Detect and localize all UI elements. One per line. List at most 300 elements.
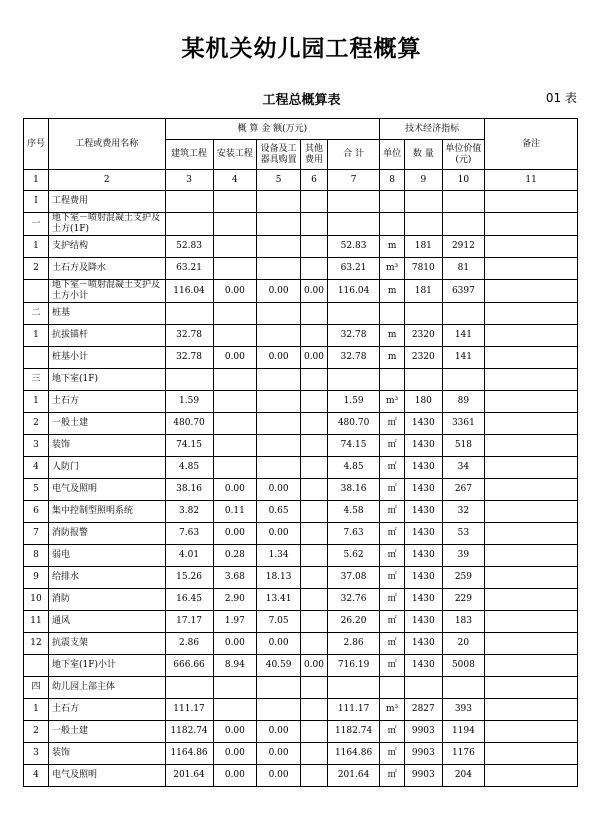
cell-unit-price: 183 [442, 611, 485, 633]
cell-install [213, 457, 257, 479]
cell-unit-price: 3361 [442, 413, 485, 435]
table-row [24, 347, 578, 369]
cell-qty: 1430 [405, 457, 442, 479]
cell-other: 0.00 [300, 655, 327, 677]
cell-seq: 2 [24, 258, 49, 280]
cell-qty: 2320 [405, 325, 442, 347]
cell-name: 一般土建 [48, 721, 165, 743]
cell-install: 0.00 [213, 523, 257, 545]
cell-qty: 1430 [405, 611, 442, 633]
cell-unit-price: 34 [442, 457, 485, 479]
table-body [24, 191, 578, 787]
index-cell: 11 [485, 170, 578, 191]
cell-seq: Ⅰ [24, 191, 49, 213]
cell-install [213, 699, 257, 721]
cell-unit [380, 369, 405, 391]
cell-remark [485, 435, 578, 457]
cell-qty: 1430 [405, 545, 442, 567]
cell-remark [485, 191, 578, 213]
cell-qty: 1430 [405, 567, 442, 589]
table-row [24, 765, 578, 787]
cell-total: 63.21 [328, 258, 380, 280]
cell-building: 32.78 [165, 325, 213, 347]
index-cell: 1 [24, 170, 49, 191]
header-seq: 序号 [24, 119, 49, 170]
cell-unit-price: 267 [442, 479, 485, 501]
cell-unit [380, 213, 405, 236]
cell-qty: 1430 [405, 413, 442, 435]
cell-unit-price [442, 213, 485, 236]
cell-remark [485, 633, 578, 655]
cell-remark [485, 457, 578, 479]
cell-equipment [257, 236, 301, 258]
table-row [24, 413, 578, 435]
cell-seq: 四 [24, 677, 49, 699]
header-unit: 单位 [380, 140, 405, 170]
index-cell: 7 [328, 170, 380, 191]
cell-other [300, 435, 327, 457]
header-tech-group: 技术经济指标 [380, 119, 485, 140]
cell-building: 7.63 [165, 523, 213, 545]
cell-name: 地下室－喷射混凝土支护及土方(1F) [48, 213, 165, 236]
cell-remark [485, 236, 578, 258]
index-cell: 10 [442, 170, 485, 191]
cell-total: 38.16 [328, 479, 380, 501]
cell-building: 3.82 [165, 501, 213, 523]
cell-building: 17.17 [165, 611, 213, 633]
cell-name: 人防门 [48, 457, 165, 479]
cell-seq: 7 [24, 523, 49, 545]
cell-equipment [257, 699, 301, 721]
cell-remark [485, 479, 578, 501]
cell-name: 抗拔锚杆 [48, 325, 165, 347]
cell-building: 4.01 [165, 545, 213, 567]
cell-equipment [257, 258, 301, 280]
cell-other [300, 765, 327, 787]
cell-qty: 9903 [405, 721, 442, 743]
cell-equipment [257, 391, 301, 413]
cell-other [300, 611, 327, 633]
cell-building: 111.17 [165, 699, 213, 721]
cell-seq: 4 [24, 765, 49, 787]
cell-seq: 3 [24, 435, 49, 457]
cell-other [300, 391, 327, 413]
cell-unit: ㎡ [380, 589, 405, 611]
table-row [24, 655, 578, 677]
table-row [24, 191, 578, 213]
cell-name: 集中控制型照明系统 [48, 501, 165, 523]
cell-seq: 2 [24, 413, 49, 435]
cell-name: 土石方 [48, 391, 165, 413]
cell-name: 地下室(1F)小计 [48, 655, 165, 677]
cell-unit-price [442, 303, 485, 325]
cell-equipment [257, 457, 301, 479]
cell-seq: 1 [24, 236, 49, 258]
cell-building: 2.86 [165, 633, 213, 655]
cell-unit: m [380, 325, 405, 347]
cell-unit-price [442, 369, 485, 391]
header-qty: 数 量 [405, 140, 442, 170]
cell-building: 201.64 [165, 765, 213, 787]
cell-equipment [257, 325, 301, 347]
cell-qty [405, 677, 442, 699]
cell-equipment: 0.00 [257, 633, 301, 655]
cell-name: 电气及照明 [48, 479, 165, 501]
cell-other: 0.00 [300, 347, 327, 369]
cell-building [165, 369, 213, 391]
cell-name: 桩基 [48, 303, 165, 325]
cell-total: 4.85 [328, 457, 380, 479]
cell-unit: ㎡ [380, 523, 405, 545]
cell-seq: 3 [24, 743, 49, 765]
cell-unit: m³ [380, 391, 405, 413]
cell-unit-price: 204 [442, 765, 485, 787]
header-equipment: 设备及工器具购置 [257, 140, 301, 170]
cell-total: 26.20 [328, 611, 380, 633]
cell-other [300, 191, 327, 213]
cell-name: 土石方 [48, 699, 165, 721]
table-row [24, 589, 578, 611]
cell-remark [485, 258, 578, 280]
cell-total: 5.62 [328, 545, 380, 567]
cell-total: 2.86 [328, 633, 380, 655]
table-row [24, 303, 578, 325]
cell-install: 8.94 [213, 655, 257, 677]
cell-seq [24, 655, 49, 677]
table-row [24, 435, 578, 457]
cell-unit: ㎡ [380, 743, 405, 765]
header-unit-price: 单位价值(元) [442, 140, 485, 170]
cell-other [300, 213, 327, 236]
cell-equipment: 0.00 [257, 347, 301, 369]
cell-name: 桩基小计 [48, 347, 165, 369]
cell-install [213, 677, 257, 699]
table-row [24, 213, 578, 236]
table-row [24, 699, 578, 721]
cell-building: 4.85 [165, 457, 213, 479]
cell-equipment [257, 191, 301, 213]
cell-remark [485, 677, 578, 699]
cell-total: 116.04 [328, 280, 380, 303]
cell-name: 地下室(1F) [48, 369, 165, 391]
cell-unit: ㎡ [380, 413, 405, 435]
cell-equipment: 13.41 [257, 589, 301, 611]
cell-install: 0.00 [213, 479, 257, 501]
cell-equipment: 40.59 [257, 655, 301, 677]
cell-unit: ㎡ [380, 765, 405, 787]
table-row [24, 567, 578, 589]
cell-install: 0.28 [213, 545, 257, 567]
cell-install [213, 391, 257, 413]
cell-total: 52.83 [328, 236, 380, 258]
cell-remark [485, 699, 578, 721]
table-row [24, 479, 578, 501]
cell-install [213, 369, 257, 391]
cell-equipment: 0.65 [257, 501, 301, 523]
cell-building: 74.15 [165, 435, 213, 457]
cell-name: 消防 [48, 589, 165, 611]
cell-unit-price: 6397 [442, 280, 485, 303]
cell-unit: m [380, 280, 405, 303]
cell-install [213, 191, 257, 213]
cell-install: 0.00 [213, 280, 257, 303]
cell-equipment [257, 303, 301, 325]
cell-install: 0.00 [213, 633, 257, 655]
index-cell: 2 [48, 170, 165, 191]
cell-unit-price: 141 [442, 325, 485, 347]
cell-qty: 2320 [405, 347, 442, 369]
cell-unit-price: 89 [442, 391, 485, 413]
cell-equipment: 0.00 [257, 280, 301, 303]
cell-other [300, 236, 327, 258]
cell-total: 111.17 [328, 699, 380, 721]
cell-unit-price: 1176 [442, 743, 485, 765]
cell-total: 4.58 [328, 501, 380, 523]
cell-unit-price: 81 [442, 258, 485, 280]
index-cell: 4 [213, 170, 257, 191]
cell-unit [380, 191, 405, 213]
cell-unit-price: 393 [442, 699, 485, 721]
cell-remark [485, 391, 578, 413]
table-row [24, 633, 578, 655]
cell-remark [485, 589, 578, 611]
cell-qty: 1430 [405, 633, 442, 655]
cell-unit-price: 141 [442, 347, 485, 369]
cell-other [300, 677, 327, 699]
cell-remark [485, 567, 578, 589]
cell-other [300, 545, 327, 567]
cell-install: 2.90 [213, 589, 257, 611]
cell-building: 480.70 [165, 413, 213, 435]
cell-name: 一般土建 [48, 413, 165, 435]
cell-unit: ㎡ [380, 655, 405, 677]
table-row [24, 721, 578, 743]
table-row [24, 391, 578, 413]
cell-equipment [257, 213, 301, 236]
cell-remark [485, 721, 578, 743]
cell-building: 116.04 [165, 280, 213, 303]
cell-qty: 7810 [405, 258, 442, 280]
cell-seq [24, 347, 49, 369]
cell-qty: 1430 [405, 655, 442, 677]
cell-other [300, 501, 327, 523]
cell-seq: 二 [24, 303, 49, 325]
cell-qty [405, 191, 442, 213]
cell-total: 37.08 [328, 567, 380, 589]
cell-remark [485, 611, 578, 633]
cell-unit-price [442, 191, 485, 213]
table-row [24, 369, 578, 391]
cell-remark [485, 413, 578, 435]
cell-unit-price: 53 [442, 523, 485, 545]
cell-remark [485, 501, 578, 523]
cell-seq: 8 [24, 545, 49, 567]
cell-total: 1.59 [328, 391, 380, 413]
cell-unit-price [442, 677, 485, 699]
cell-qty: 9903 [405, 765, 442, 787]
cell-seq: 2 [24, 721, 49, 743]
cell-remark [485, 325, 578, 347]
cell-unit-price: 1194 [442, 721, 485, 743]
cell-other [300, 589, 327, 611]
cell-equipment [257, 435, 301, 457]
cell-equipment: 7.05 [257, 611, 301, 633]
cell-unit: ㎡ [380, 567, 405, 589]
cell-name: 土石方及降水 [48, 258, 165, 280]
cell-remark [485, 213, 578, 236]
cell-unit: m³ [380, 699, 405, 721]
cell-qty [405, 369, 442, 391]
cell-unit: ㎡ [380, 545, 405, 567]
cell-qty: 1430 [405, 479, 442, 501]
cell-building: 52.83 [165, 236, 213, 258]
cell-unit-price: 32 [442, 501, 485, 523]
header-building: 建筑工程 [165, 140, 213, 170]
cell-building [165, 677, 213, 699]
cell-name: 地下室－喷射混凝土支护及土方小计 [48, 280, 165, 303]
cell-name: 给排水 [48, 567, 165, 589]
cell-name: 装饰 [48, 743, 165, 765]
cell-other [300, 369, 327, 391]
cell-total [328, 213, 380, 236]
cell-install: 0.11 [213, 501, 257, 523]
cell-qty: 1430 [405, 589, 442, 611]
cell-qty: 2827 [405, 699, 442, 721]
cell-install [213, 236, 257, 258]
cell-unit: m [380, 236, 405, 258]
table-subtitle: 工程总概算表 [262, 93, 341, 108]
cell-name: 消防报警 [48, 523, 165, 545]
cell-remark [485, 765, 578, 787]
cell-qty: 9903 [405, 743, 442, 765]
cell-unit-price: 518 [442, 435, 485, 457]
cell-other [300, 567, 327, 589]
index-cell: 3 [165, 170, 213, 191]
cell-building: 15.26 [165, 567, 213, 589]
cell-other [300, 523, 327, 545]
cell-qty [405, 213, 442, 236]
cell-seq: 11 [24, 611, 49, 633]
cell-unit-price: 20 [442, 633, 485, 655]
cell-equipment: 18.13 [257, 567, 301, 589]
cell-unit: m [380, 347, 405, 369]
cell-unit-price: 259 [442, 567, 485, 589]
cell-seq: 1 [24, 391, 49, 413]
cell-qty [405, 303, 442, 325]
cell-name: 工程费用 [48, 191, 165, 213]
cell-other [300, 633, 327, 655]
cell-name: 电气及照明 [48, 765, 165, 787]
cell-building: 63.21 [165, 258, 213, 280]
table-row [24, 743, 578, 765]
cell-total [328, 191, 380, 213]
cell-building [165, 213, 213, 236]
cell-unit: ㎡ [380, 479, 405, 501]
cell-install: 0.00 [213, 721, 257, 743]
cell-unit: ㎡ [380, 435, 405, 457]
cell-remark [485, 347, 578, 369]
cell-seq: 10 [24, 589, 49, 611]
cell-total: 74.15 [328, 435, 380, 457]
header-row-1 [24, 119, 578, 140]
cell-building [165, 191, 213, 213]
cell-name: 弱电 [48, 545, 165, 567]
cell-install [213, 213, 257, 236]
cell-unit: m³ [380, 258, 405, 280]
cell-building: 16.45 [165, 589, 213, 611]
cell-seq: 5 [24, 479, 49, 501]
cell-building: 38.16 [165, 479, 213, 501]
cell-equipment [257, 677, 301, 699]
cell-unit: ㎡ [380, 611, 405, 633]
table-row [24, 457, 578, 479]
cell-unit: ㎡ [380, 721, 405, 743]
cell-equipment: 0.00 [257, 721, 301, 743]
cell-equipment: 0.00 [257, 765, 301, 787]
cell-total: 1164.86 [328, 743, 380, 765]
table-row [24, 545, 578, 567]
cell-total: 7.63 [328, 523, 380, 545]
cell-unit [380, 677, 405, 699]
cell-name: 抗震支架 [48, 633, 165, 655]
cell-building: 32.78 [165, 347, 213, 369]
header-estimate-group: 概 算 金 额(万元) [165, 119, 379, 140]
header-name: 工程或费用名称 [48, 119, 165, 170]
cell-name: 幼儿园上部主体 [48, 677, 165, 699]
table-row [24, 236, 578, 258]
cell-unit-price: 5008 [442, 655, 485, 677]
document-title: 某机关幼儿园工程概算 [181, 36, 422, 62]
cell-building [165, 303, 213, 325]
cell-unit-price: 39 [442, 545, 485, 567]
cell-remark [485, 655, 578, 677]
header-remark: 备注 [485, 119, 578, 170]
index-cell: 9 [405, 170, 442, 191]
cell-install: 1.97 [213, 611, 257, 633]
cell-unit: ㎡ [380, 457, 405, 479]
cell-other [300, 413, 327, 435]
table-number: 01 表 [545, 91, 577, 105]
cell-remark [485, 369, 578, 391]
cell-install: 0.00 [213, 765, 257, 787]
index-cell: 6 [300, 170, 327, 191]
header-other: 其他费用 [300, 140, 327, 170]
cell-remark [485, 545, 578, 567]
cell-other [300, 457, 327, 479]
cell-install [213, 325, 257, 347]
table-row [24, 611, 578, 633]
cell-seq: 12 [24, 633, 49, 655]
cell-total: 32.76 [328, 589, 380, 611]
estimate-table [23, 118, 578, 787]
cell-total [328, 677, 380, 699]
cell-remark [485, 280, 578, 303]
cell-equipment [257, 369, 301, 391]
cell-equipment: 0.00 [257, 743, 301, 765]
cell-remark [485, 303, 578, 325]
cell-total: 32.78 [328, 347, 380, 369]
header-total: 合 计 [328, 140, 380, 170]
cell-install [213, 435, 257, 457]
cell-seq: 三 [24, 369, 49, 391]
cell-building: 1182.74 [165, 721, 213, 743]
cell-other: 0.00 [300, 280, 327, 303]
cell-qty: 181 [405, 236, 442, 258]
cell-install [213, 303, 257, 325]
cell-other [300, 721, 327, 743]
cell-seq: 1 [24, 325, 49, 347]
cell-seq: 4 [24, 457, 49, 479]
